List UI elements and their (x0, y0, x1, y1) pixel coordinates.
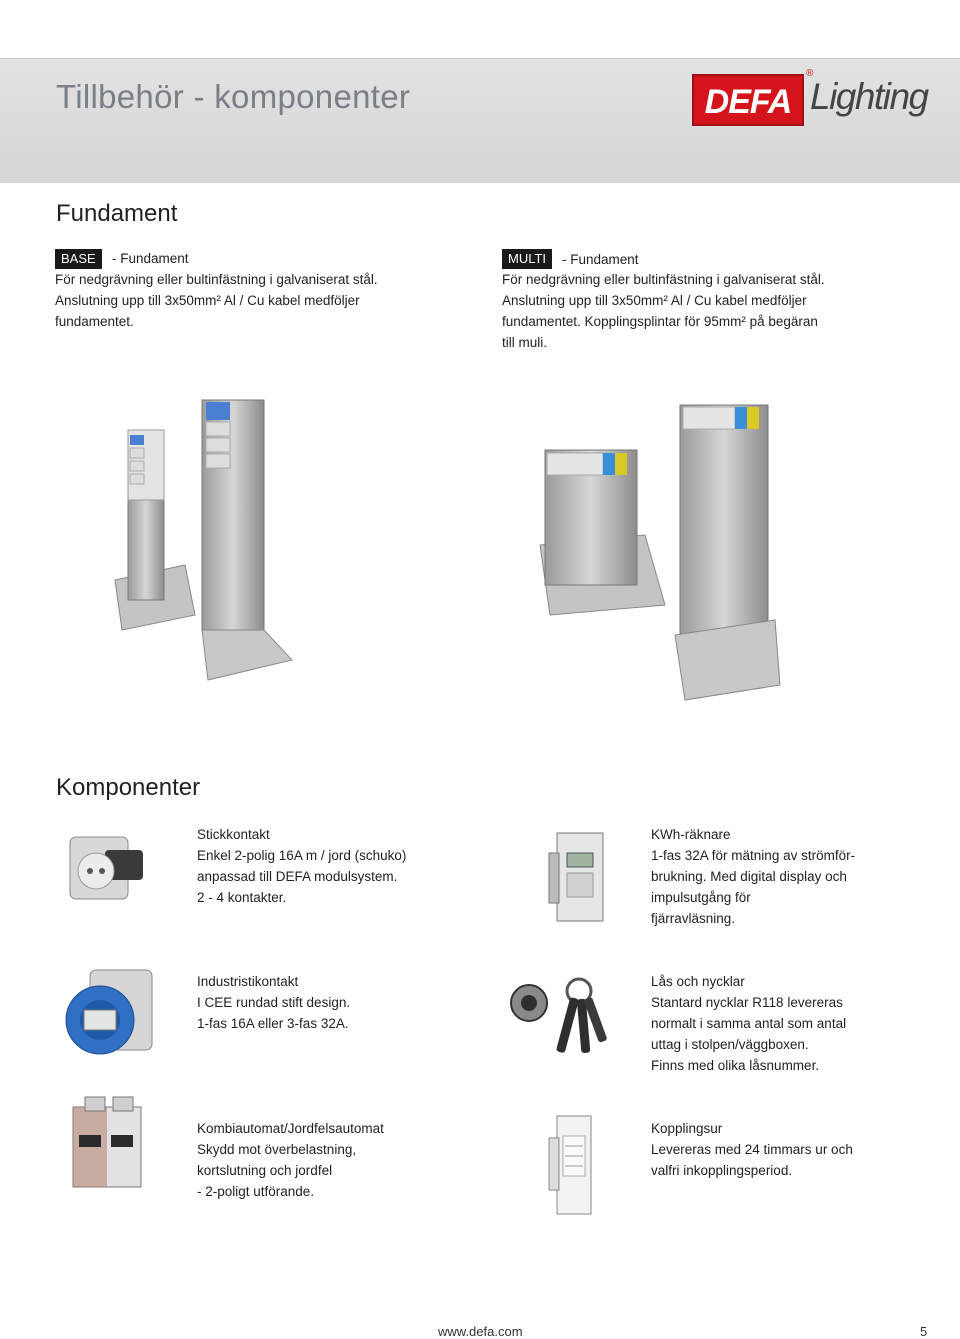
base-title: - Fundament (112, 251, 189, 266)
base-fundament-short-image (100, 390, 310, 720)
kwh-text (651, 824, 855, 929)
component-line: uttag i stolpen/väggboxen. (651, 1037, 809, 1052)
multi-line: till muli. (502, 335, 548, 350)
page-number: 5 (920, 1324, 928, 1339)
base-tag: BASE (55, 249, 102, 269)
stickkontakt-text (197, 824, 406, 908)
component-line: 1-fas 16A eller 3-fas 32A. (197, 1016, 349, 1031)
lock-keys-image (505, 975, 610, 1065)
component-title: KWh-räknare (651, 827, 731, 842)
industristikontakt-text (197, 971, 350, 1034)
page-title: Tillbehör - komponenter (56, 78, 411, 115)
component-title: Kombiautomat/Jordfelsautomat (197, 1121, 384, 1136)
multi-line: Anslutning upp till 3x50mm² Al / Cu kabel medföljer (502, 293, 807, 308)
multi-tag: MULTI (502, 249, 552, 269)
component-title: Lås och nycklar (651, 974, 745, 989)
base-line: För nedgrävning eller bultinfästning i galvaniserat stål. (55, 272, 378, 287)
industristikontakt-image (60, 965, 160, 1065)
base-line: fundamentet. (55, 314, 134, 329)
kombiautomat-text (197, 1118, 384, 1202)
kombiautomat-image (65, 1093, 150, 1193)
component-line: I CEE rundad stift design. (197, 995, 351, 1010)
footer-url[interactable]: www.defa.com (438, 1324, 523, 1339)
component-title: Kopplingsur (651, 1121, 723, 1136)
component-line: Skydd mot överbelastning, (197, 1142, 357, 1157)
komponenter-heading: Komponenter (56, 774, 201, 801)
component-line: 2 - 4 kontakter. (197, 890, 287, 905)
top-strip (0, 0, 960, 58)
component-line: Levereras med 24 timmars ur och (651, 1142, 853, 1157)
multi-description (502, 269, 825, 353)
component-line: 1-fas 32A för mätning av strömför- (651, 848, 856, 863)
component-line: - 2-poligt utförande. (197, 1184, 315, 1199)
multi-title: - Fundament (562, 252, 639, 267)
component-line: kortslutning och jordfel (197, 1163, 333, 1178)
component-line: Enkel 2-polig 16A m / jord (schuko) (197, 848, 407, 863)
multi-fundament-image (535, 395, 805, 705)
lighting-logo-text: Lighting (810, 76, 928, 117)
lock-keys-text (651, 971, 846, 1076)
registered-mark: ® (806, 68, 814, 79)
defa-logo-box (692, 74, 804, 126)
component-line: normalt i samma antal som antal (651, 1016, 847, 1031)
kopplingsur-text (651, 1118, 853, 1181)
kwh-meter-image (545, 825, 615, 925)
component-title: Industristikontakt (197, 974, 299, 989)
component-line: brukning. Med digital display och (651, 869, 847, 884)
component-line: fjärravläsning. (651, 911, 736, 926)
component-line: valfri inkopplingsperiod. (651, 1163, 793, 1178)
component-title: Stickkontakt (197, 827, 270, 842)
component-line: anpassad till DEFA modulsystem. (197, 869, 398, 884)
kopplingsur-image (545, 1112, 605, 1217)
stickkontakt-image (60, 825, 150, 915)
multi-line: För nedgrävning eller bultinfästning i galvaniserat stål. (502, 272, 825, 287)
defa-lighting-logo[interactable] (692, 68, 928, 130)
component-line: Stantard nycklar R118 levereras (651, 995, 843, 1010)
component-line: impulsutgång för (651, 890, 751, 905)
multi-line: fundamentet. Kopplingsplintar för 95mm² på begäran (502, 314, 818, 329)
fundament-heading: Fundament (56, 200, 178, 227)
base-description (55, 269, 378, 332)
base-line: Anslutning upp till 3x50mm² Al / Cu kabel medföljer (55, 293, 360, 308)
defa-logo-text: DEFA (704, 83, 792, 121)
component-line: Finns med olika låsnummer. (651, 1058, 820, 1073)
